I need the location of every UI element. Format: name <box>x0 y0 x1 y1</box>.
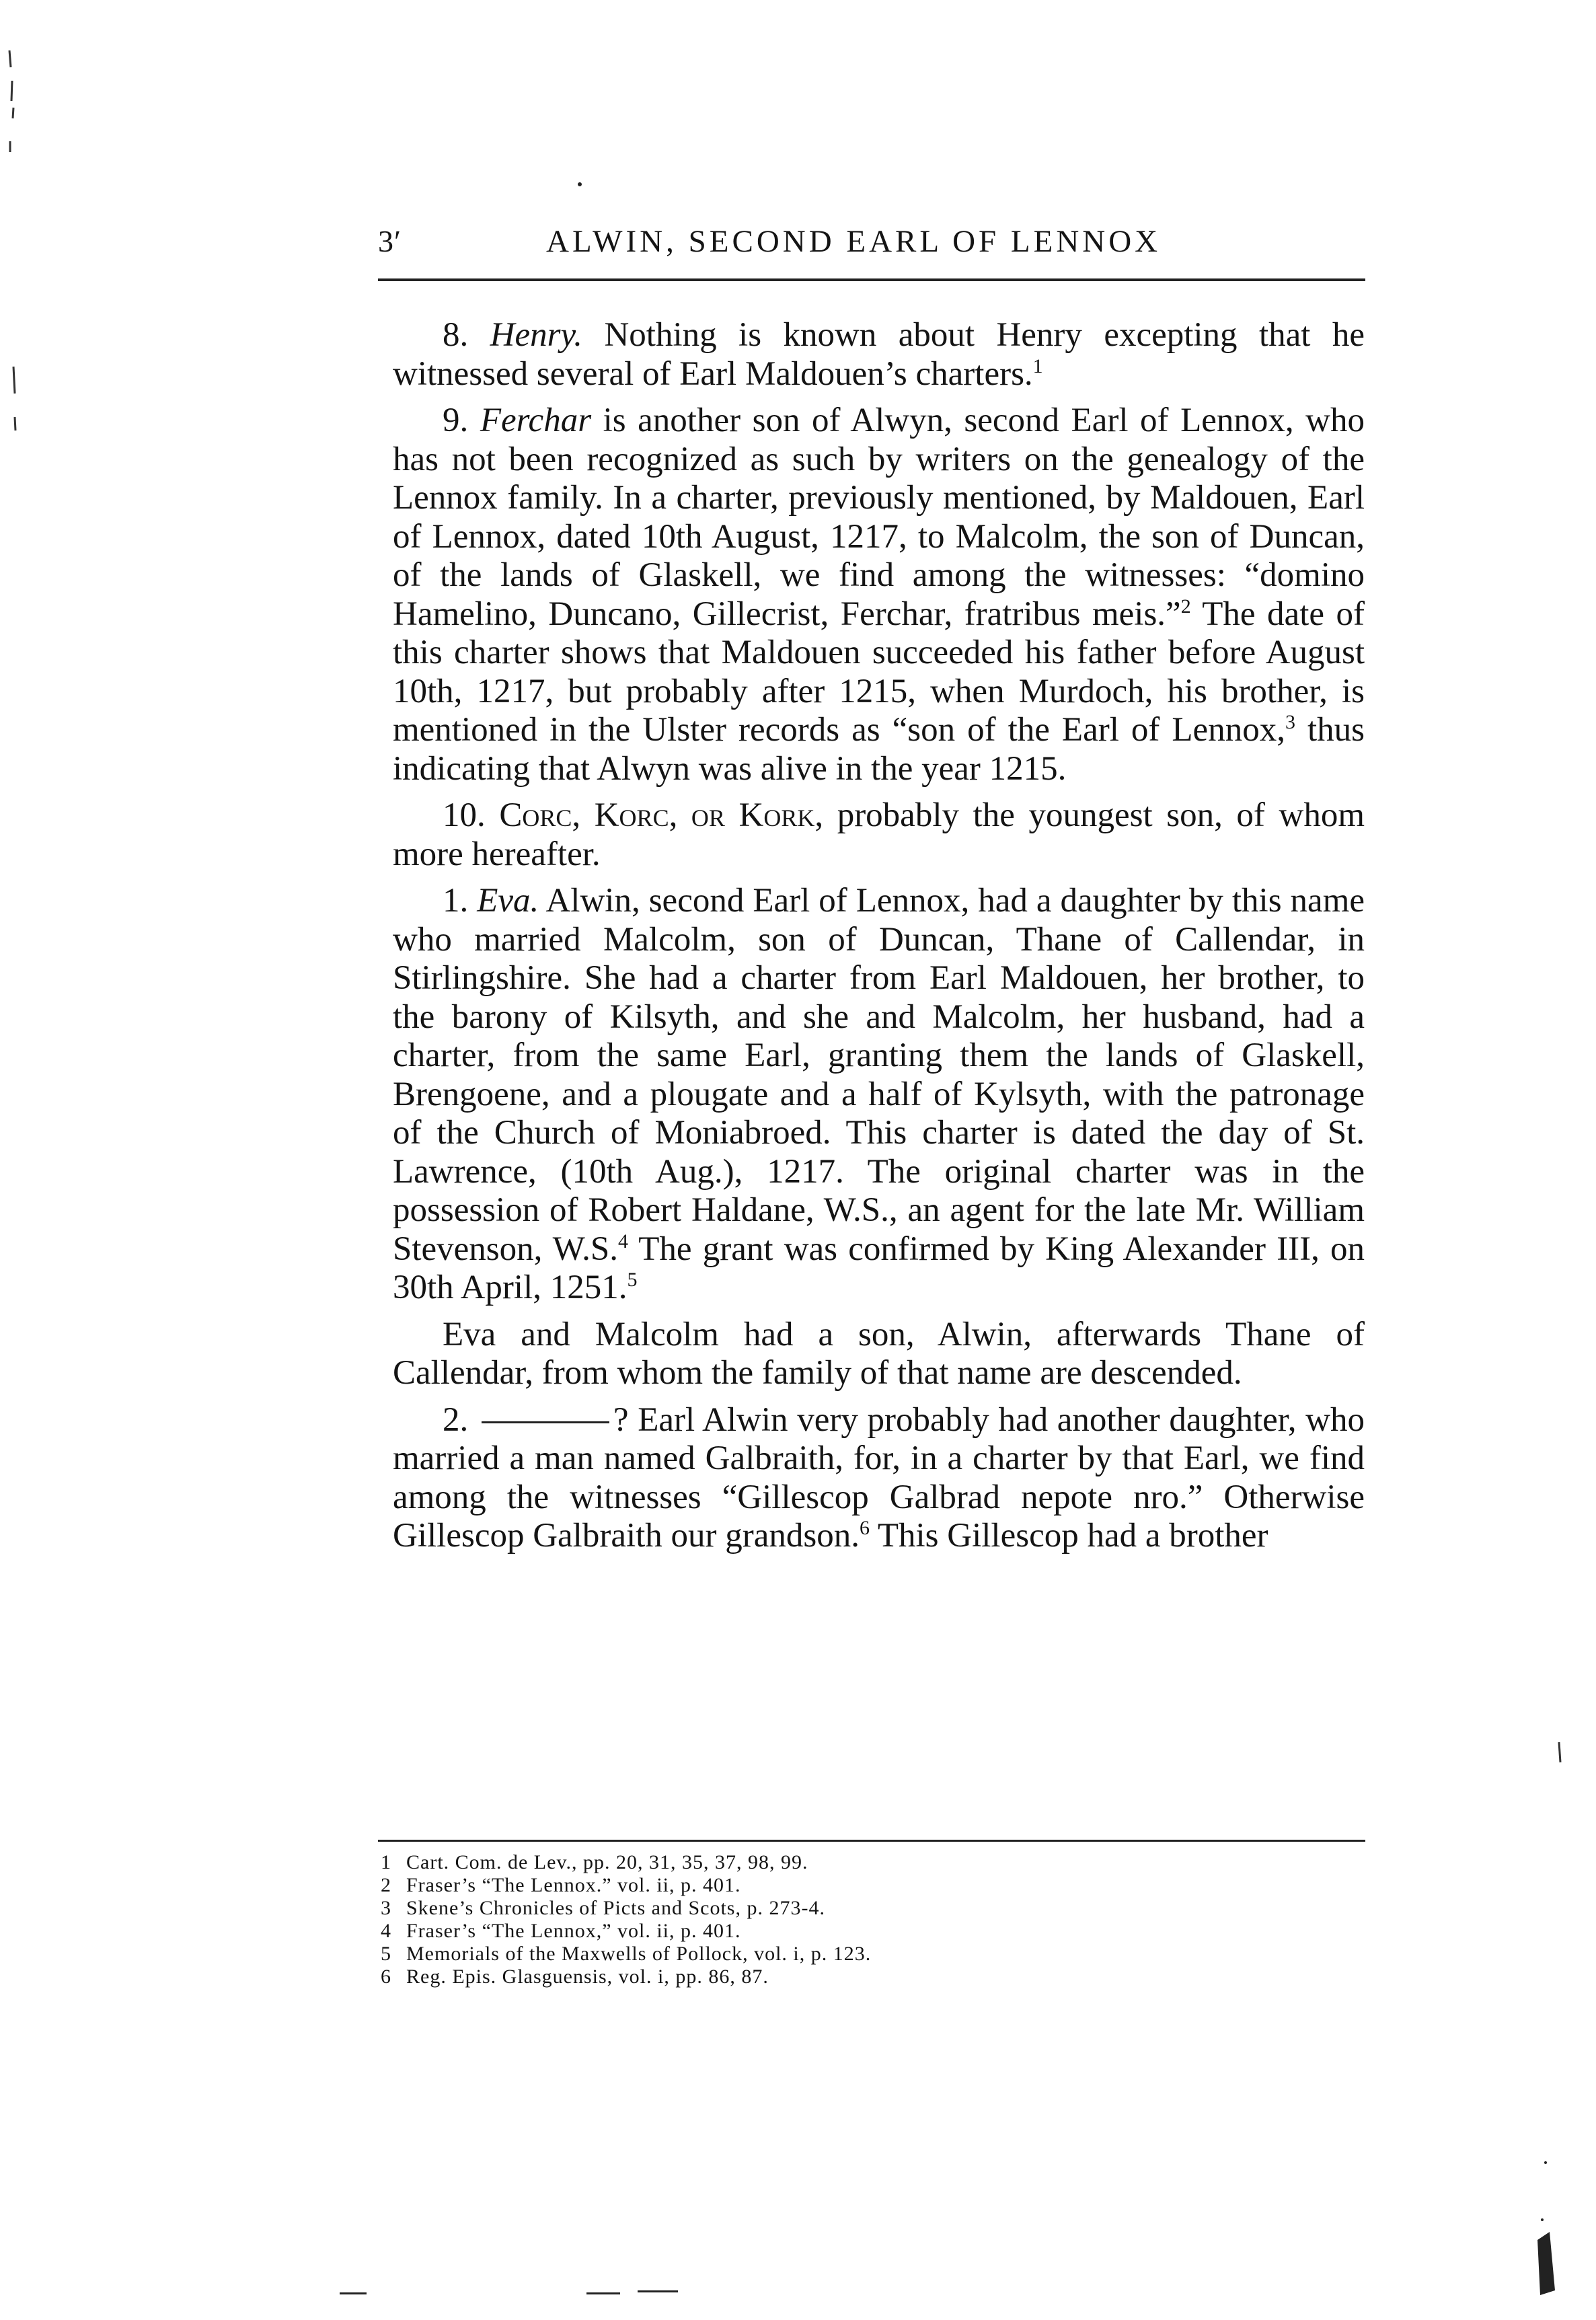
paragraph-ferchar <box>393 402 1365 788</box>
dust-speck <box>1544 2161 1547 2164</box>
footnote-item <box>381 1874 1363 1897</box>
item-number: 9. <box>443 402 469 439</box>
footnote-text: Skene’s Chronicles of Picts and Scots, p. 273-4. <box>406 1897 825 1919</box>
footnote-number: 4 <box>381 1920 391 1942</box>
footnote-ref: 2 <box>1180 595 1191 618</box>
item-name: Ferchar <box>480 402 592 439</box>
paragraph-text: Nothing is known about Henry excepting that he witnessed several of Earl Maldouen’s charters. <box>393 316 1365 393</box>
item-name: Henry. <box>490 316 583 354</box>
blank-name-dash <box>482 1421 609 1423</box>
dust-speck <box>578 182 582 186</box>
footnote-number: 5 <box>381 1943 391 1965</box>
paragraph-text: Eva and Malcolm had a son, Alwin, afterwards Thane of Callendar, from whom the family of that name are descended. <box>393 1315 1365 1392</box>
dust-speck <box>340 2292 367 2294</box>
paragraph-corc <box>393 796 1365 874</box>
paragraph-eva <box>393 882 1365 1308</box>
page-header <box>378 223 1365 270</box>
paragraph-text: is another son of Alwyn, second Earl of Lennox, who has not been recognized as such by writers on the genealogy of the Lennox family. In a charter, previously mentioned, by Maldouen, Earl of Lennox, dated 10th August, 1217, to Malcolm, the son of Duncan, of the lands of Glaskell, we find among the witnesses: “domino Hamelino, Duncano, Gillecrist, Ferchar, fratribus meis.” <box>393 402 1365 633</box>
footnote-item <box>381 1920 1363 1943</box>
footnotes <box>381 1851 1363 1988</box>
footnote-number: 3 <box>381 1897 391 1919</box>
footnote-ref: 6 <box>860 1517 870 1539</box>
item-number: 10. <box>443 796 486 834</box>
dust-speck <box>586 2292 620 2294</box>
paragraph-text: Alwin, second Earl of Lennox, had a daughter by this name who married Malcolm, son of Duncan, Thane of Callendar, in Stirlingshire. She had a charter from Earl Maldouen, her brother, to the barony of Kilsyth, and she and Malcolm, her husband, had a charter, from the same Earl, granting them the lands of Glaskell, Brengoene, and a plougate and a half of Kylsyth, with the patronage of the Church of Moniabroed. This charter is dated the day of St. Lawrence, (10th Aug.), 1217. The original charter was in the possession of Robert Haldane, W.S., an agent for the late Mr. William Stevenson, W.S. <box>393 882 1365 1268</box>
footnote-text: Fraser’s “The Lennox.” vol. ii, p. 401. <box>406 1874 741 1896</box>
footnote-number: 2 <box>381 1874 391 1896</box>
margin-speck <box>1559 1742 1560 1762</box>
paragraph-text: The date of this charter shows that Maldouen succeeded his father before August 10th, 1217, but probably after 1215, when Murdoch, his brother, is mentioned in the Ulster records as “son of the Earl of Lennox, <box>393 595 1365 749</box>
dust-speck <box>1541 2218 1544 2221</box>
footnote-item <box>381 1897 1363 1920</box>
paragraph-galbraith <box>393 1401 1365 1556</box>
paragraph-text: The grant was confirmed by King Alexander III, on 30th April, 1251. <box>393 1230 1365 1306</box>
item-number: 2. <box>443 1400 469 1439</box>
paragraph-henry <box>393 316 1365 394</box>
item-name: Corc, Korc, or Kork, <box>499 796 824 834</box>
paragraph-text: Earl Alwin very probably had another daughter, who married a man named Galbraith, for, in a charter by that Earl, we find among the witnesses “Gillescop Galbrad nepote nro.” Otherwise Gillescop Galbraith our grandson. <box>393 1400 1365 1555</box>
footnote-text: Reg. Epis. Glasguensis, vol. i, pp. 86, 87. <box>406 1966 769 1988</box>
footnote-ref: 5 <box>627 1269 638 1291</box>
footnote-text: Fraser’s “The Lennox,” vol. ii, p. 401. <box>406 1920 741 1942</box>
footnote-item <box>381 1966 1363 1988</box>
item-number: 1. <box>443 882 469 920</box>
footnote-text: Cart. Com. de Lev., pp. 20, 31, 35, 37, 98, 99. <box>406 1851 808 1873</box>
footnote-ref: 4 <box>618 1230 628 1252</box>
edge-blot <box>1537 2232 1555 2295</box>
footnote-item <box>381 1851 1363 1874</box>
paragraph-text: thus indicating that Alwyn was alive in the year 1215. <box>393 711 1365 788</box>
footnote-rule <box>378 1840 1365 1842</box>
running-title: ALWIN, SECOND EARL OF LENNOX <box>546 224 1162 259</box>
margin-speck <box>11 81 12 101</box>
margin-speck <box>13 367 15 394</box>
footnote-number: 1 <box>381 1851 391 1873</box>
body-text <box>393 316 1365 1564</box>
footnote-ref: 1 <box>1032 354 1043 377</box>
margin-speck <box>9 50 11 67</box>
footnote-text: Memorials of the Maxwells of Pollock, vol. i, p. 123. <box>406 1943 872 1965</box>
item-number: 8. <box>443 316 469 354</box>
paragraph-text: This Gillescop had a brother <box>870 1517 1268 1555</box>
footnote-item <box>381 1943 1363 1966</box>
paragraph-text: probably the youngest son, of whom more hereafter. <box>393 796 1365 873</box>
dust-speck <box>638 2290 678 2292</box>
question-mark: ? <box>613 1400 629 1439</box>
item-name: Eva. <box>477 882 539 920</box>
footnote-number: 6 <box>381 1966 391 1988</box>
header-rule <box>378 278 1365 281</box>
page-number: 3′ <box>378 224 402 258</box>
paragraph-eva-malcolm <box>393 1316 1365 1393</box>
footnote-ref: 3 <box>1285 711 1295 733</box>
